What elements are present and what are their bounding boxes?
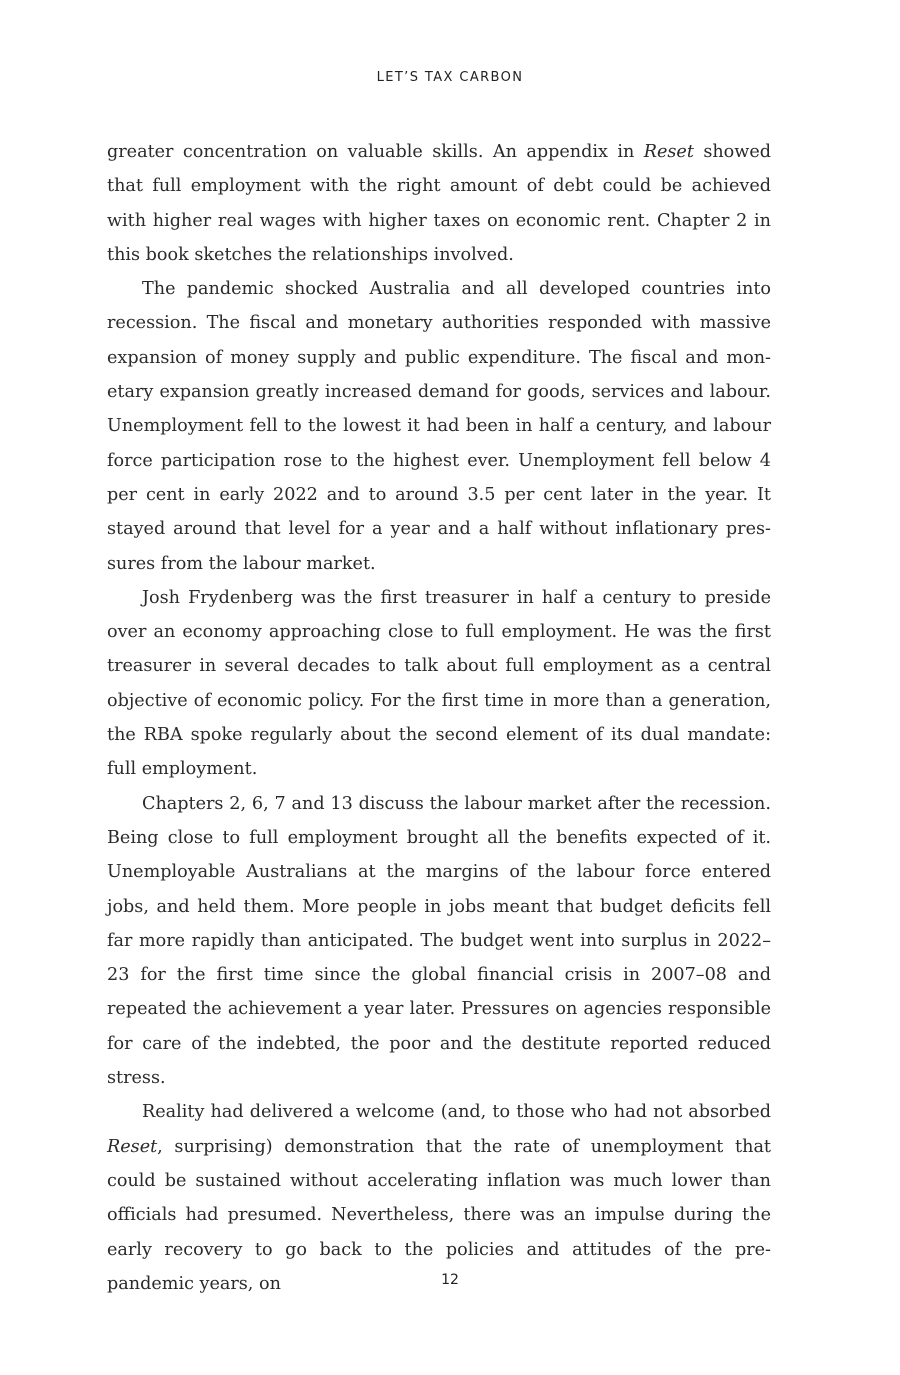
- book-title-reset: Reset: [643, 142, 694, 162]
- book-title-reset: Reset: [107, 1136, 158, 1157]
- paragraph-1-text-end: showed that full employment with the right amount of debt could be achieved with higher real wages with higher taxes on economic rent. Chapter 2 in this book sketches the relationships involved.: [107, 142, 772, 265]
- paragraph-5-text-end: , surprising) demonstration that the rate of unemployment that could be sustained without accelerating inflation was much lower than officials had presumed. Nevertheless, there was an impulse during the early recovery to go back to the policies and attitudes of the pre-pandemic years, on: [107, 1136, 771, 1294]
- paragraph-1-text-start: greater concentration on valuable skills. An appendix in: [107, 142, 644, 162]
- paragraph-4: Chapters 2, 6, 7 and 13 discuss the labour market after the recession. Being close to full employment brought all the benefits expected of it. Unemployable Australians at the margins of the labour force entered jobs, and held them. More people in jobs meant that budget deficits fell far more rapidly than anticipated. The budget went into surplus in 2022–23 for the first time since the global financial crisis in 2007–08 and repeated the achievement a year later. Pressures on agencies responsible for care of the indebted, the poor and the destitute reported reduced stress.: [107, 793, 771, 1089]
- paragraph-2: The pandemic shocked Australia and all developed countries into recession. The fiscal and monetary authorities responded with massive expansion of money supply and public expenditure. The fiscal and monetary expansion greatly increased demand for goods, services and labour. Unemployment fell to the lowest it had been in half a century, and labour force participation rose to the highest ever. Unemployment fell below 4 per cent in early 2022 and to around 3.5 per cent later in the year. It stayed around that level for a year and a half without inflationary pressures from the labour market.: [107, 279, 771, 574]
- paragraph-5-text-start: Reality had delivered a welcome (and, to those who had not absorbed: [142, 1102, 771, 1123]
- running-head: LET’S TAX CARBON: [376, 70, 524, 85]
- paragraph-5: [107, 1095, 771, 1301]
- page-number: 12: [441, 1272, 459, 1288]
- body-text: [107, 135, 771, 1301]
- paragraph-1: [107, 135, 771, 272]
- paragraph-3: Josh Frydenberg was the first treasurer in half a century to preside over an economy approaching close to full employment. He was the first treasurer in several decades to talk about full employment as a central objective of economic policy. For the first time in more than a generation, the RBA spoke regularly about the second element of its dual mandate: full employment.: [107, 587, 771, 780]
